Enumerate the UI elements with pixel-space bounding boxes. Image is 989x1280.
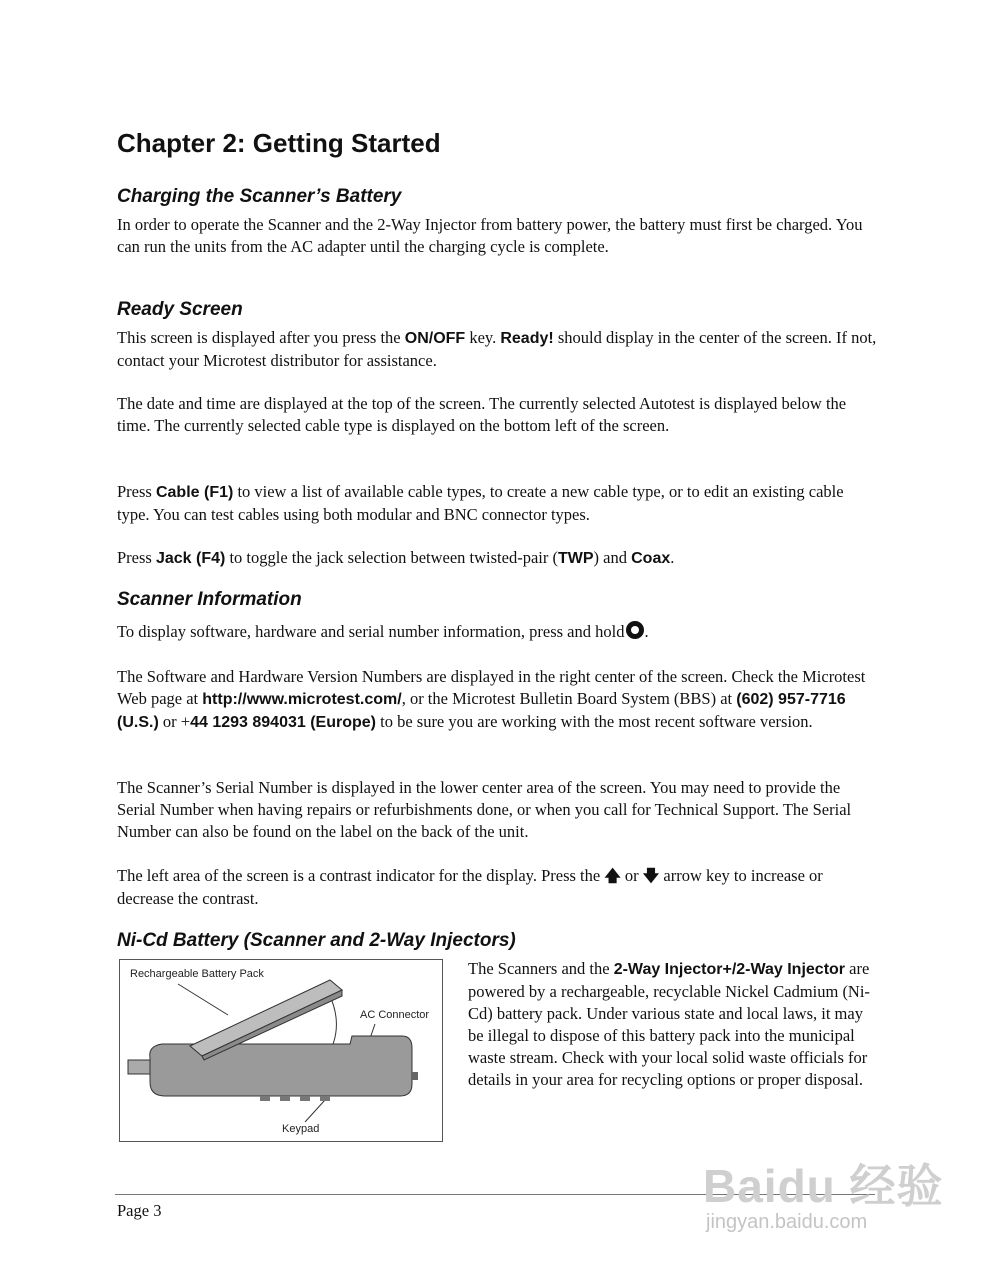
ready-paragraph-4: Press Jack (F4) to toggle the jack selection between twisted-pair (TWP) and Coax. bbox=[117, 548, 675, 567]
ready-paragraph-1: This screen is displayed after you press the ON/OFF key. Ready! should display in the center of the screen. If not, contact your Microtest distributor for assistance. bbox=[117, 328, 877, 370]
jack-f4-key: Jack (F4) bbox=[155, 550, 226, 567]
ready-label: Ready! bbox=[500, 330, 554, 347]
label-keypad: Keypad bbox=[282, 1123, 320, 1135]
scanner-info-paragraph-4: The left area of the screen is a contrast indicator for the display. Press the 🡅 or 🡇 arrow key to increase or decrease the contrast. bbox=[117, 866, 823, 908]
ready-paragraph-3: Press Cable (F1) to view a list of available cable types, to create a new cable type, or to edit an existing cable type. You can test cables using both modular and BNC connector types. bbox=[117, 482, 844, 524]
label-ac-connector: AC Connector bbox=[360, 1009, 430, 1021]
page-number: Page 3 bbox=[117, 1201, 162, 1220]
injector-model-label: 2-Way Injector+/2-Way Injector bbox=[613, 961, 846, 978]
microtest-url: http://www.microtest.com/ bbox=[202, 691, 402, 708]
section-heading-nicd-battery: Ni-Cd Battery (Scanner and 2-Way Injectors) bbox=[117, 930, 516, 951]
section-heading-ready-screen: Ready Screen bbox=[117, 299, 243, 320]
watermark-url: jingyan.baidu.com bbox=[706, 1211, 868, 1233]
watermark-brand: Baidu 经验 bbox=[703, 1160, 944, 1212]
nicd-paragraph: The Scanners and the 2-Way Injector+/2-Way Injector are powered by a rechargeable, recyclable Nickel Cadmium (Ni-Cd) battery pack. Under various state and local laws, it may be illegal to dispose of this battery pack into the municipal waste stream. Check with your local solid waste officials for details in your area for recycling options or proper disposal. bbox=[468, 959, 870, 1089]
scanner-info-paragraph-1: To display software, hardware and serial number information, press and hold . bbox=[117, 622, 649, 641]
up-arrow-icon: 🡅 bbox=[604, 868, 621, 885]
bbs-us-number: (602) 957-7716 (U.S.) bbox=[117, 691, 846, 731]
scanner-battery-illustration bbox=[120, 960, 442, 1141]
bbs-europe-number: 44 1293 894031 (Europe) bbox=[190, 714, 376, 731]
scanner-info-paragraph-2: The Software and Hardware Version Numbers are displayed in the right center of the screen. Check the Microtest Web page at http://www.microtest.com/, or the Microtest Bulletin Board System (BBS) at (602) 957-7716 (U.S.) or +44 1293 894031 (Europe) to be sure you are working with the most recent software version. bbox=[117, 667, 866, 731]
section-heading-scanner-information: Scanner Information bbox=[117, 589, 302, 610]
scanner-info-paragraph-3: The Scanner’s Serial Number is displayed in the lower center area of the screen. You may need to provide the Serial Number when having repairs or refurbishments done, or when you call for Technical Support. The Serial Number can also be found on the label on the back of the unit. bbox=[117, 778, 852, 841]
label-rechargeable-battery-pack: Rechargeable Battery Pack bbox=[130, 968, 264, 980]
info-key-icon bbox=[626, 621, 644, 639]
section-heading-charging: Charging the Scanner’s Battery bbox=[117, 186, 402, 207]
chapter-title: Chapter 2: Getting Started bbox=[117, 128, 441, 158]
battery-figure bbox=[119, 959, 443, 1142]
cable-f1-key: Cable (F1) bbox=[155, 484, 234, 501]
onoff-key-label: ON/OFF bbox=[404, 330, 466, 347]
down-arrow-icon: 🡇 bbox=[642, 868, 660, 885]
ready-paragraph-2: The date and time are displayed at the top of the screen. The currently selected Autotest is displayed below the time. The currently selected cable type is displayed on the bottom left of the screen. bbox=[117, 394, 847, 435]
charging-paragraph: In order to operate the Scanner and the 2-Way Injector from battery power, the battery must first be charged. You can run the units from the AC adapter until the charging cycle is complete. bbox=[117, 215, 863, 256]
